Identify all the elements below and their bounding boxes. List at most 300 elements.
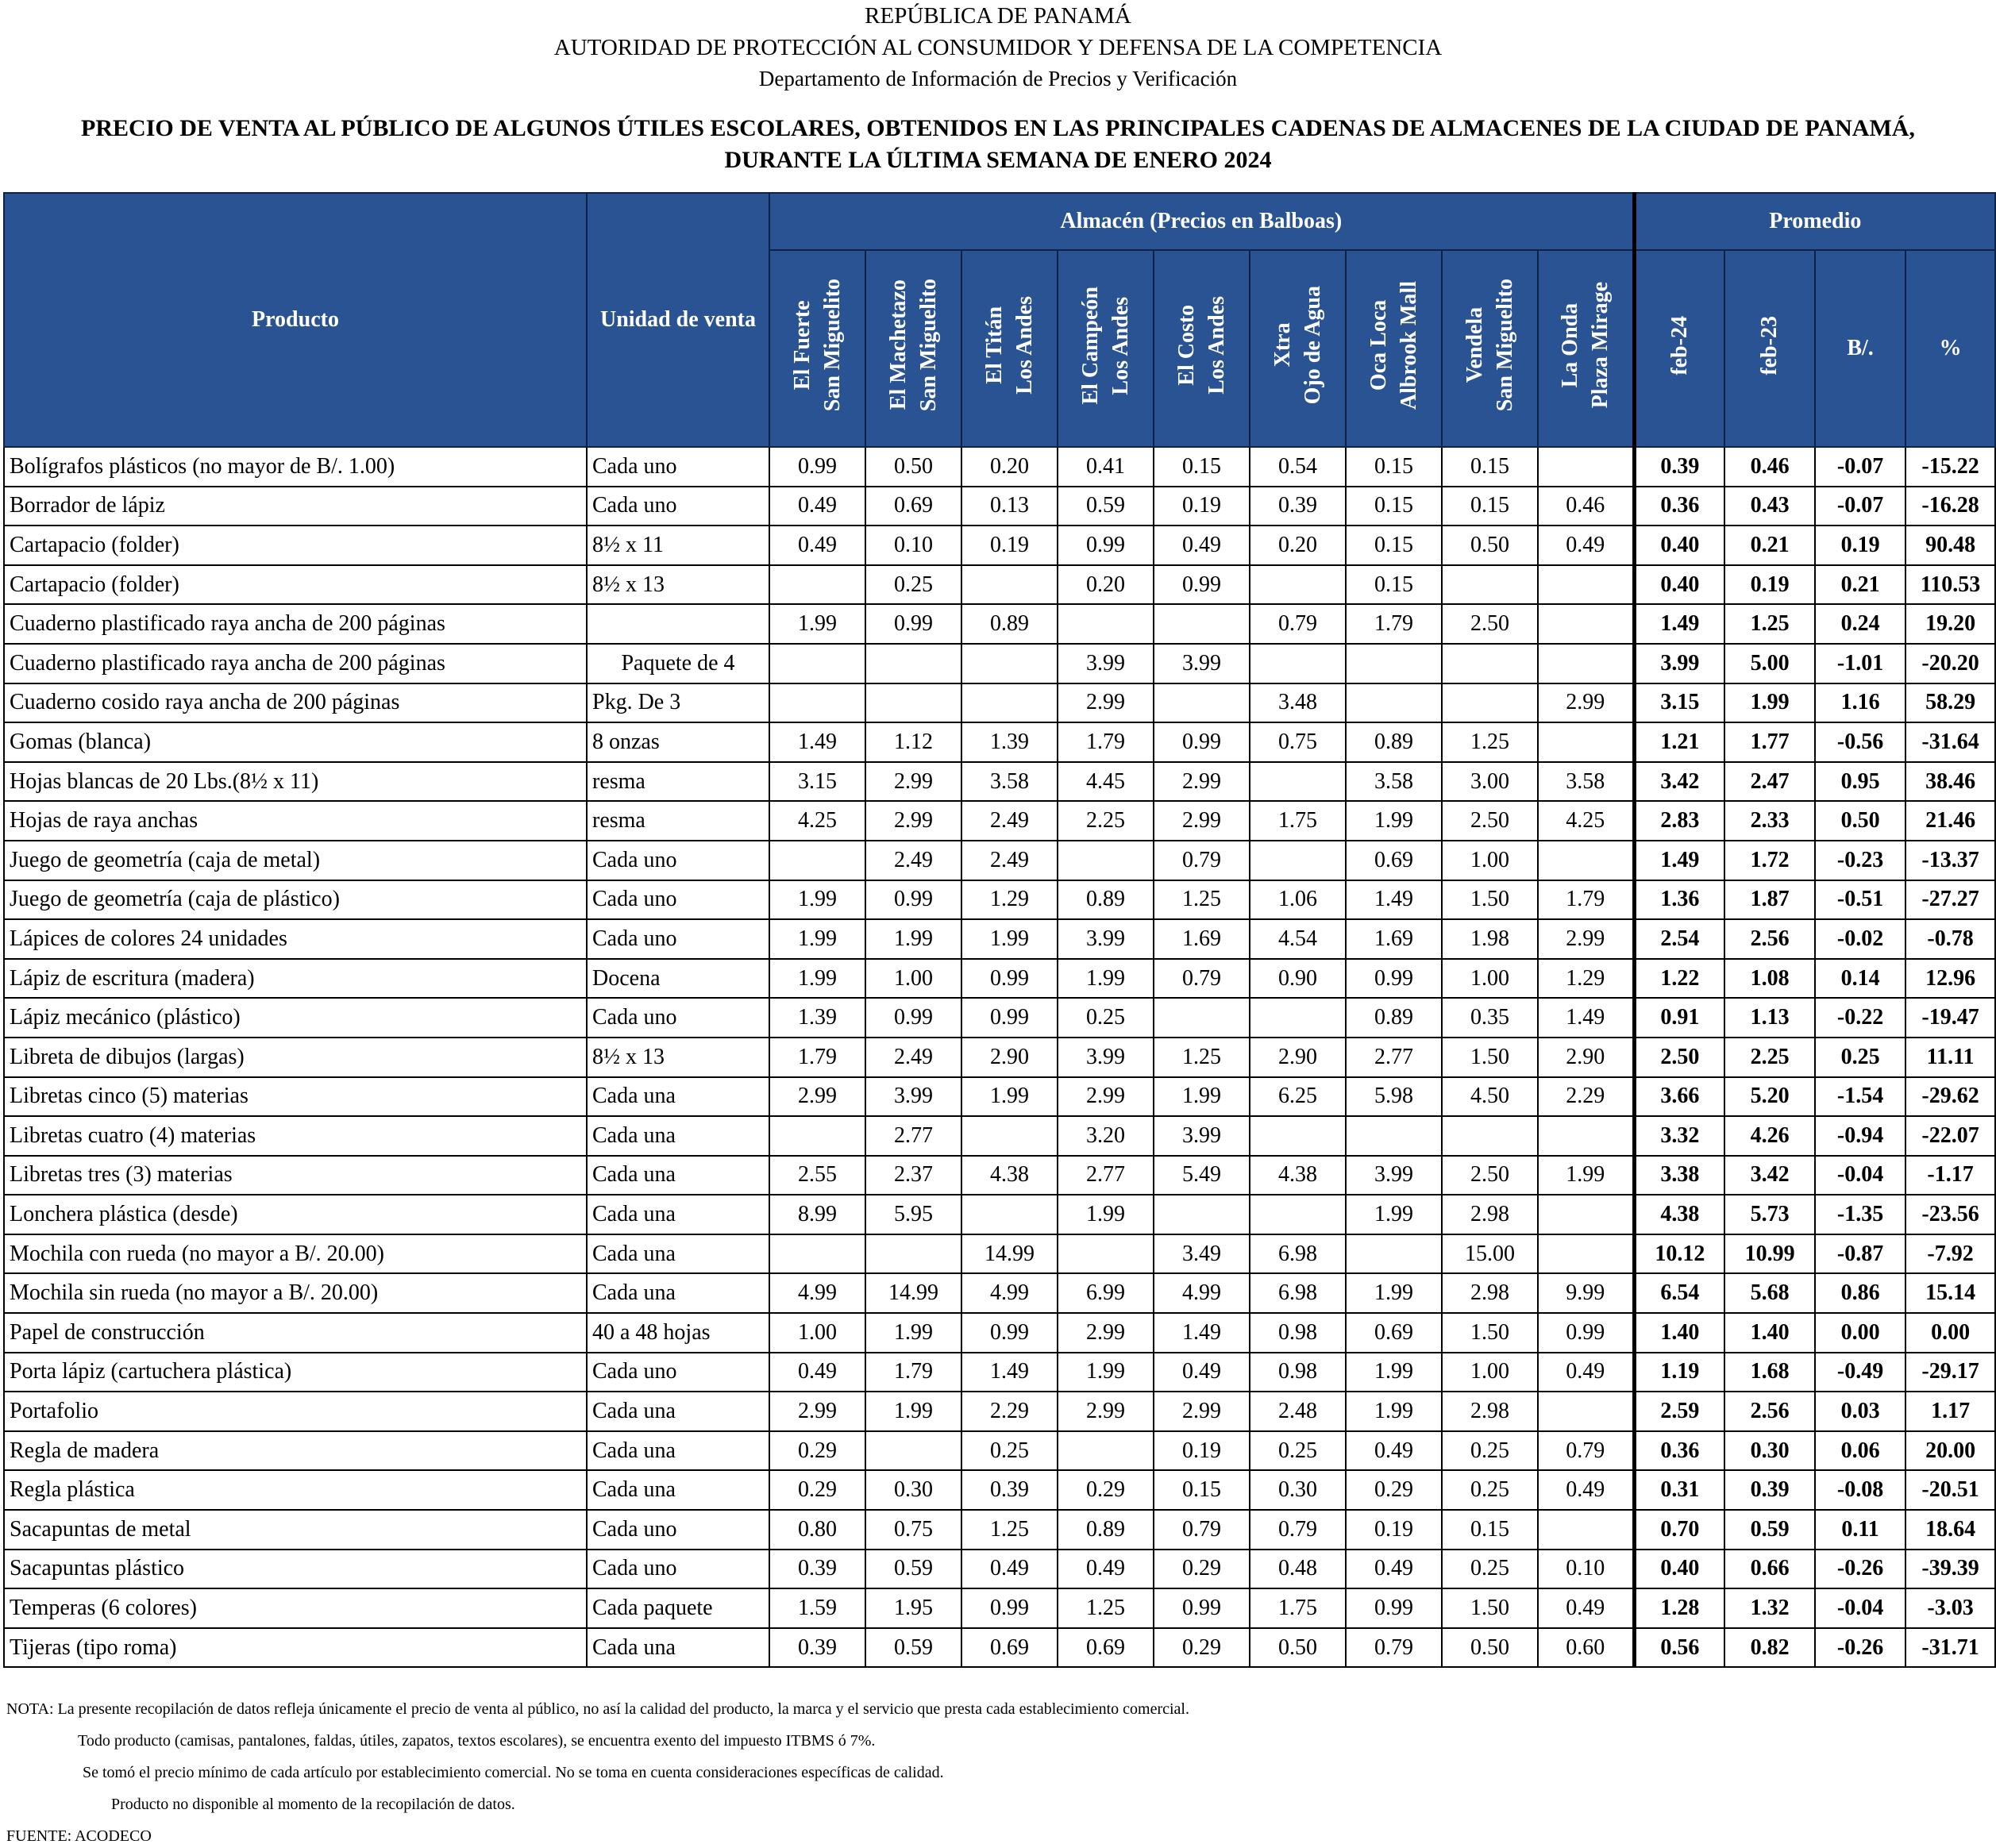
average-cell: 0.36 [1634, 487, 1724, 526]
price-cell: 0.10 [865, 526, 961, 565]
price-cell: 1.99 [865, 919, 961, 959]
table-row [4, 1116, 1995, 1156]
price-cell [865, 683, 961, 723]
price-cell: 0.75 [865, 1510, 961, 1550]
price-cell: 3.99 [1154, 1116, 1250, 1156]
product-cell: Mochila sin rueda (no mayor a B/. 20.00) [4, 1273, 587, 1313]
price-cell: 1.99 [961, 1077, 1058, 1117]
table-row [4, 487, 1995, 526]
price-cell: 0.79 [1250, 1510, 1346, 1550]
store-name: El Titán [981, 306, 1007, 384]
price-cell: 2.77 [865, 1116, 961, 1156]
price-cell: 4.50 [1442, 1077, 1538, 1117]
average-cell: 1.87 [1724, 880, 1815, 920]
average-cell: 1.40 [1724, 1313, 1815, 1353]
unit-cell: Cada uno [587, 1353, 769, 1392]
price-cell [1538, 722, 1634, 762]
price-cell: 0.19 [1346, 1510, 1442, 1550]
average-cell: 10.99 [1724, 1234, 1815, 1274]
store-label [980, 296, 1040, 395]
header-average-group: Promedio [1634, 193, 1995, 250]
product-cell: Lápiz mecánico (plástico) [4, 998, 587, 1038]
average-cell: 3.38 [1634, 1156, 1724, 1195]
table-row [4, 565, 1995, 605]
price-cell: 2.49 [865, 1038, 961, 1077]
price-cell [1442, 683, 1538, 723]
price-cell: 0.29 [1154, 1628, 1250, 1668]
note-3: Se tomó el precio mínimo de cada artículo por establecimiento comercial. No se toma en cuenta consideraciones específicas de calidad. [83, 1764, 944, 1781]
table-row [4, 1628, 1995, 1668]
price-cell [1154, 998, 1250, 1038]
price-cell: 1.99 [769, 604, 865, 644]
price-cell: 1.99 [1346, 801, 1442, 841]
price-cell [1250, 762, 1346, 802]
store-name: Oca Loca [1366, 299, 1391, 391]
average-cell: 1.49 [1634, 604, 1724, 644]
price-cell: 1.50 [1442, 1038, 1538, 1077]
header-store-3 [1058, 250, 1154, 447]
unit-cell: Paquete de 4 [587, 644, 769, 683]
average-cell: -1.01 [1815, 644, 1905, 683]
price-cell: 2.90 [1538, 1038, 1634, 1077]
price-cell: 0.89 [1346, 998, 1442, 1038]
average-cell: 2.83 [1634, 801, 1724, 841]
price-cell: 0.99 [865, 880, 961, 920]
unit-cell: 8½ x 13 [587, 1038, 769, 1077]
department-header: Departamento de Información de Precios y Verificación [758, 67, 1238, 90]
price-cell [1346, 1116, 1442, 1156]
header-average-0 [1634, 250, 1724, 447]
price-cell: 0.29 [1154, 1550, 1250, 1589]
average-cell: 110.53 [1905, 565, 1995, 605]
price-cell: 0.20 [1058, 565, 1154, 605]
price-cell: 1.49 [1538, 998, 1634, 1038]
header-product: Producto [4, 193, 587, 447]
price-cell: 1.12 [865, 722, 961, 762]
table-row [4, 1077, 1995, 1117]
price-cell: 0.19 [1154, 487, 1250, 526]
price-cell: 0.35 [1442, 998, 1538, 1038]
table-row [4, 959, 1995, 999]
unit-cell: Cada una [587, 1273, 769, 1313]
average-cell: 21.46 [1905, 801, 1995, 841]
store-label [1364, 281, 1424, 410]
average-cell: 0.59 [1724, 1510, 1815, 1550]
price-cell: 1.69 [1154, 919, 1250, 959]
average-cell: -0.26 [1815, 1628, 1905, 1668]
table-row [4, 1392, 1995, 1431]
price-cell: 14.99 [865, 1273, 961, 1313]
average-cell: 3.32 [1634, 1116, 1724, 1156]
note-2: Todo producto (camisas, pantalones, faldas, útiles, zapatos, textos escolares), se encuentra exento del impuesto ITBMS ó 7%. [78, 1732, 876, 1750]
header-store-8 [1538, 250, 1634, 447]
price-cell [769, 683, 865, 723]
price-cell: 1.49 [1154, 1313, 1250, 1353]
table-row [4, 526, 1995, 565]
average-cell: -0.94 [1815, 1116, 1905, 1156]
price-cell: 1.79 [1058, 722, 1154, 762]
average-cell: 2.25 [1724, 1038, 1815, 1077]
price-cell: 0.25 [1058, 998, 1154, 1038]
price-cell: 0.25 [1442, 1470, 1538, 1510]
price-cell: 0.25 [1250, 1431, 1346, 1471]
price-cell: 0.79 [1154, 959, 1250, 999]
store-label [1076, 287, 1136, 405]
price-cell: 3.99 [1058, 644, 1154, 683]
average-cell: 1.68 [1724, 1353, 1815, 1392]
price-cell [961, 1116, 1058, 1156]
product-cell: Cuaderno plastificado raya ancha de 200 páginas [4, 644, 587, 683]
price-cell: 1.99 [1346, 1392, 1442, 1431]
price-cell: 0.90 [1250, 959, 1346, 999]
price-cell: 1.99 [961, 919, 1058, 959]
price-cell: 0.49 [769, 526, 865, 565]
product-cell: Mochila con rueda (no mayor a B/. 20.00) [4, 1234, 587, 1274]
price-cell: 1.99 [1058, 1195, 1154, 1234]
price-cell: 2.90 [1250, 1038, 1346, 1077]
price-cell: 0.50 [1442, 526, 1538, 565]
price-cell: 3.58 [961, 762, 1058, 802]
price-cell: 0.19 [961, 526, 1058, 565]
price-cell: 6.99 [1058, 1273, 1154, 1313]
price-cell: 1.25 [1058, 1588, 1154, 1628]
unit-cell: Cada una [587, 1077, 769, 1117]
price-cell [961, 565, 1058, 605]
product-cell: Juego de geometría (caja de metal) [4, 841, 587, 880]
price-cell: 3.99 [1346, 1156, 1442, 1195]
product-cell: Cuaderno cosido raya ancha de 200 páginas [4, 683, 587, 723]
average-cell: 0.95 [1815, 762, 1905, 802]
store-name: La Onda [1557, 302, 1582, 388]
price-cell: 0.15 [1346, 526, 1442, 565]
price-cell: 0.79 [1154, 841, 1250, 880]
price-cell: 0.60 [1538, 1628, 1634, 1668]
price-cell: 2.99 [1058, 683, 1154, 723]
price-cell: 0.49 [1154, 526, 1250, 565]
price-cell [1442, 565, 1538, 605]
price-cell: 0.25 [1442, 1550, 1538, 1589]
unit-cell: Cada paquete [587, 1588, 769, 1628]
header-store-1 [865, 250, 961, 447]
price-cell: 0.49 [1154, 1353, 1250, 1392]
price-cell: 0.29 [1058, 1470, 1154, 1510]
average-cell: 1.99 [1724, 683, 1815, 723]
table-row [4, 644, 1995, 683]
table-row [4, 1156, 1995, 1195]
average-cell: 0.86 [1815, 1273, 1905, 1313]
price-cell: 2.49 [961, 801, 1058, 841]
average-cell: 6.54 [1634, 1273, 1724, 1313]
table-row [4, 801, 1995, 841]
table-row [4, 1313, 1995, 1353]
price-cell [1058, 841, 1154, 880]
table-row [4, 1431, 1995, 1471]
source-note: FUENTE: ACODECO [6, 1827, 152, 1845]
price-cell: 1.00 [1442, 959, 1538, 999]
price-cell: 0.79 [1154, 1510, 1250, 1550]
store-location: Los Andes [1204, 296, 1229, 395]
price-cell: 4.38 [961, 1156, 1058, 1195]
country-header: REPÚBLICA DE PANAMÁ [865, 3, 1131, 29]
price-cell [1442, 644, 1538, 683]
price-cell: 5.49 [1154, 1156, 1250, 1195]
price-cell: 3.99 [1058, 1038, 1154, 1077]
average-cell: -13.37 [1905, 841, 1995, 880]
price-cell: 0.75 [1250, 722, 1346, 762]
store-location: Plaza Mirage [1587, 282, 1613, 409]
average-cell: -27.27 [1905, 880, 1995, 920]
average-cell: -23.56 [1905, 1195, 1995, 1234]
store-name: El Campeón [1077, 286, 1103, 405]
price-cell: 6.25 [1250, 1077, 1346, 1117]
product-cell: Lonchera plástica (desde) [4, 1195, 587, 1234]
average-cell: 0.21 [1815, 565, 1905, 605]
price-cell: 1.79 [769, 1038, 865, 1077]
average-cell: 0.36 [1634, 1431, 1724, 1471]
price-cell [1538, 644, 1634, 683]
price-cell: 1.79 [1346, 604, 1442, 644]
price-cell: 2.25 [1058, 801, 1154, 841]
product-cell: Tijeras (tipo roma) [4, 1628, 587, 1668]
store-location: Ojo de Agua [1300, 286, 1325, 405]
price-cell [865, 1431, 961, 1471]
price-cell: 1.50 [1442, 1588, 1538, 1628]
store-location: Los Andes [1011, 296, 1037, 395]
price-cell [1250, 998, 1346, 1038]
price-cell: 0.29 [769, 1470, 865, 1510]
price-cell [1250, 841, 1346, 880]
price-cell: 0.15 [1442, 447, 1538, 487]
price-cell: 1.49 [961, 1353, 1058, 1392]
price-cell: 0.99 [961, 1313, 1058, 1353]
price-cell: 1.95 [865, 1588, 961, 1628]
price-cell: 0.30 [865, 1470, 961, 1510]
document-title-line1: PRECIO DE VENTA AL PÚBLICO DE ALGUNOS ÚTILES ESCOLARES, OBTENIDOS EN LAS PRINCIPALES CADENAS DE ALMACENES DE LA CIUDAD DE PANAMÁ, [81, 115, 1915, 141]
header-average-1 [1724, 250, 1815, 447]
price-cell: 0.99 [1346, 959, 1442, 999]
price-cell: 3.99 [1154, 644, 1250, 683]
price-cell: 14.99 [961, 1234, 1058, 1274]
average-cell: 0.03 [1815, 1392, 1905, 1431]
average-cell: 4.26 [1724, 1116, 1815, 1156]
price-cell: 0.79 [1538, 1431, 1634, 1471]
price-cell [769, 1116, 865, 1156]
average-cell: 1.19 [1634, 1353, 1724, 1392]
average-cell: -0.07 [1815, 487, 1905, 526]
table-row [4, 1588, 1995, 1628]
average-cell: 5.68 [1724, 1273, 1815, 1313]
price-cell: 1.25 [1154, 880, 1250, 920]
price-cell [961, 644, 1058, 683]
unit-cell: Cada una [587, 1234, 769, 1274]
price-cell [1058, 1234, 1154, 1274]
unit-cell: 8 onzas [587, 722, 769, 762]
price-cell [1538, 565, 1634, 605]
price-cell: 1.98 [1442, 919, 1538, 959]
average-cell: 0.40 [1634, 565, 1724, 605]
price-cell: 0.89 [1346, 722, 1442, 762]
average-cell: -0.51 [1815, 880, 1905, 920]
price-cell: 0.15 [1346, 447, 1442, 487]
price-cell: 2.99 [1058, 1392, 1154, 1431]
price-cell [1346, 683, 1442, 723]
average-cell: 1.28 [1634, 1588, 1724, 1628]
average-cell: 58.29 [1905, 683, 1995, 723]
table-row [4, 722, 1995, 762]
average-cell: -20.51 [1905, 1470, 1995, 1510]
price-cell: 0.69 [865, 487, 961, 526]
product-cell: Sacapuntas plástico [4, 1550, 587, 1589]
price-cell: 2.29 [1538, 1077, 1634, 1117]
unit-cell: Docena [587, 959, 769, 999]
average-cell: -0.56 [1815, 722, 1905, 762]
price-cell: 0.29 [769, 1431, 865, 1471]
authority-header: AUTORIDAD DE PROTECCIÓN AL CONSUMIDOR Y DEFENSA DE LA COMPETENCIA [553, 35, 1443, 60]
price-cell: 1.49 [1346, 880, 1442, 920]
average-cell: 0.39 [1634, 447, 1724, 487]
price-cell: 2.77 [1346, 1038, 1442, 1077]
price-cell: 0.39 [961, 1470, 1058, 1510]
price-cell: 2.99 [1058, 1313, 1154, 1353]
price-cell: 0.30 [1250, 1470, 1346, 1510]
price-cell: 0.15 [1442, 487, 1538, 526]
price-cell: 2.99 [1538, 683, 1634, 723]
table-row [4, 998, 1995, 1038]
price-cell: 2.50 [1442, 1156, 1538, 1195]
price-cell: 2.99 [865, 762, 961, 802]
price-cell: 0.98 [1250, 1313, 1346, 1353]
price-cell: 0.39 [769, 1628, 865, 1668]
table-row [4, 1234, 1995, 1274]
average-cell: 1.17 [1905, 1392, 1995, 1431]
unit-cell: 40 a 48 hojas [587, 1313, 769, 1353]
product-cell: Temperas (6 colores) [4, 1588, 587, 1628]
price-cell: 1.50 [1442, 1313, 1538, 1353]
product-cell: Libretas cinco (5) materias [4, 1077, 587, 1117]
product-cell: Lápices de colores 24 unidades [4, 919, 587, 959]
average-cell: 0.46 [1724, 447, 1815, 487]
price-cell [1250, 644, 1346, 683]
price-cell: 1.99 [865, 1392, 961, 1431]
price-cell: 0.54 [1250, 447, 1346, 487]
price-cell: 0.99 [1154, 722, 1250, 762]
price-cell: 0.49 [1538, 1353, 1634, 1392]
average-cell: -0.04 [1815, 1588, 1905, 1628]
average-cell: 0.39 [1724, 1470, 1815, 1510]
price-cell [1538, 1392, 1634, 1431]
header-store-5 [1250, 250, 1346, 447]
store-location: San Miguelito [915, 279, 941, 412]
average-cell: -29.17 [1905, 1353, 1995, 1392]
table-row [4, 683, 1995, 723]
average-cell: 3.42 [1724, 1156, 1815, 1195]
unit-cell: Cada una [587, 1431, 769, 1471]
average-cell: -39.39 [1905, 1550, 1995, 1589]
average-cell: -1.17 [1905, 1156, 1995, 1195]
price-cell: 4.45 [1058, 762, 1154, 802]
store-name: El Machetazo [885, 279, 911, 411]
unit-cell: Cada uno [587, 487, 769, 526]
price-cell: 3.99 [865, 1077, 961, 1117]
average-cell: 90.48 [1905, 526, 1995, 565]
price-cell: 0.59 [865, 1550, 961, 1589]
price-cell: 3.48 [1250, 683, 1346, 723]
price-cell: 0.99 [1154, 1588, 1250, 1628]
price-cell [1538, 1510, 1634, 1550]
price-cell: 3.49 [1154, 1234, 1250, 1274]
average-cell: -29.62 [1905, 1077, 1995, 1117]
price-cell: 6.98 [1250, 1234, 1346, 1274]
header-average-3: % [1905, 250, 1995, 447]
store-label [1268, 286, 1328, 404]
price-cell: 2.48 [1250, 1392, 1346, 1431]
average-cell: 12.96 [1905, 959, 1995, 999]
price-cell [1538, 447, 1634, 487]
price-cell: 1.99 [1154, 1077, 1250, 1117]
average-cell: -31.71 [1905, 1628, 1995, 1668]
price-cell: 1.99 [769, 880, 865, 920]
table-header [4, 193, 1995, 447]
average-cell: 2.47 [1724, 762, 1815, 802]
price-cell: 1.25 [1442, 722, 1538, 762]
average-cell: -3.03 [1905, 1588, 1995, 1628]
price-cell: 0.49 [1538, 526, 1634, 565]
note-1: NOTA: La presente recopilación de datos refleja únicamente el precio de venta al público, no así la calidad del producto, la marca y el servicio que presta cada establecimiento comercial. [6, 1700, 1189, 1718]
table-body [4, 447, 1995, 1667]
price-cell: 0.49 [1346, 1431, 1442, 1471]
store-label [788, 279, 848, 411]
price-cell: 0.69 [1346, 841, 1442, 880]
average-cell: -19.47 [1905, 998, 1995, 1038]
average-cell: -0.87 [1815, 1234, 1905, 1274]
product-cell: Cartapacio (folder) [4, 565, 587, 605]
price-cell [1058, 1431, 1154, 1471]
average-cell: 1.40 [1634, 1313, 1724, 1353]
product-cell: Regla plástica [4, 1470, 587, 1510]
price-cell: 1.75 [1250, 1588, 1346, 1628]
price-cell [1538, 1234, 1634, 1274]
average-cell: 11.11 [1905, 1038, 1995, 1077]
product-cell: Porta lápiz (cartuchera plástica) [4, 1353, 587, 1392]
table-row [4, 1273, 1995, 1313]
header-average-2: B/. [1815, 250, 1905, 447]
price-cell: 3.58 [1538, 762, 1634, 802]
price-cell [1538, 1195, 1634, 1234]
average-cell: 0.19 [1724, 565, 1815, 605]
average-cell: -1.35 [1815, 1195, 1905, 1234]
average-cell: 20.00 [1905, 1431, 1995, 1471]
price-cell: 1.00 [865, 959, 961, 999]
average-cell: 0.50 [1815, 801, 1905, 841]
price-cell [865, 644, 961, 683]
average-cell: 0.19 [1815, 526, 1905, 565]
price-cell: 9.99 [1538, 1273, 1634, 1313]
table-row [4, 604, 1995, 644]
table-row [4, 1470, 1995, 1510]
price-cell: 1.39 [961, 722, 1058, 762]
average-cell: -22.07 [1905, 1116, 1995, 1156]
store-label [1460, 279, 1520, 411]
average-cell: 0.82 [1724, 1628, 1815, 1668]
average-cell: 0.14 [1815, 959, 1905, 999]
unit-cell: Cada una [587, 1116, 769, 1156]
document-title-line2: DURANTE LA ÚLTIMA SEMANA DE ENERO 2024 [724, 147, 1272, 173]
table-row [4, 447, 1995, 487]
product-cell: Libretas cuatro (4) materias [4, 1116, 587, 1156]
price-cell: 0.89 [1058, 1510, 1154, 1550]
price-cell: 0.89 [1058, 880, 1154, 920]
product-cell: Libretas tres (3) materias [4, 1156, 587, 1195]
